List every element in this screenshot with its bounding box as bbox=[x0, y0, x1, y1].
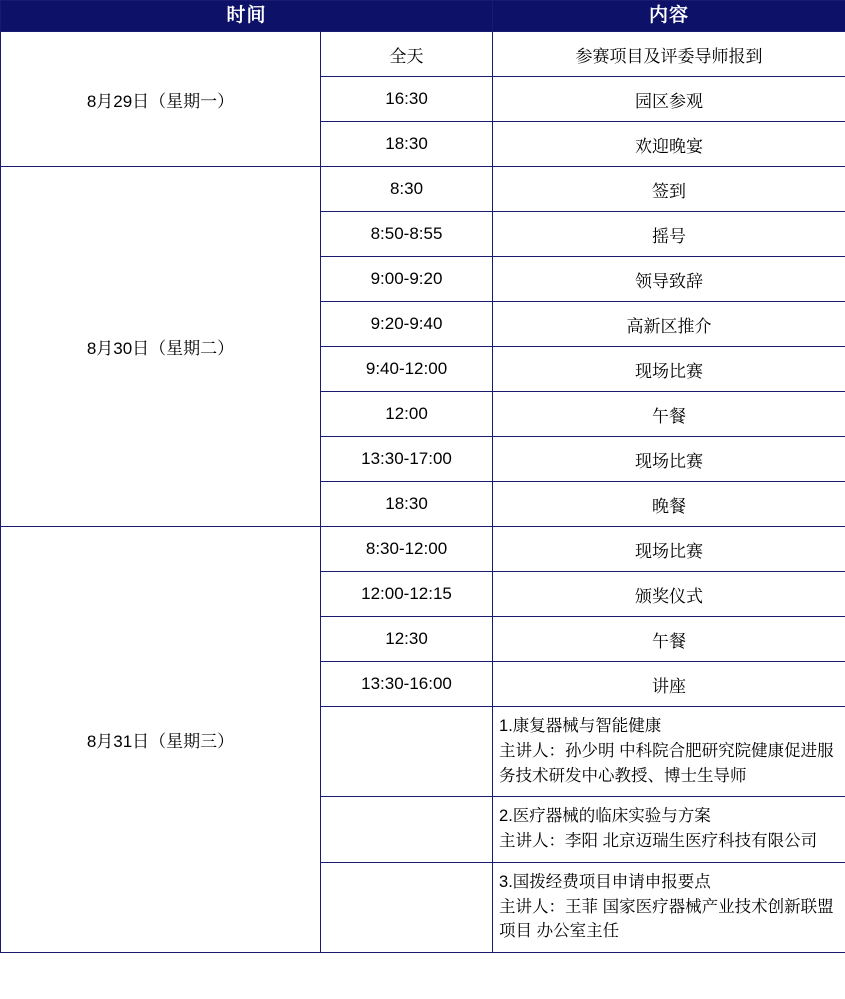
content-cell: 讲座 bbox=[493, 662, 845, 707]
time-cell bbox=[321, 862, 493, 952]
time-cell: 13:30-17:00 bbox=[321, 437, 493, 482]
table-header bbox=[1, 1, 845, 32]
time-cell: 9:40-12:00 bbox=[321, 347, 493, 392]
day-label-cell: 8月30日（星期二） bbox=[1, 167, 321, 527]
time-cell: 12:30 bbox=[321, 617, 493, 662]
time-cell: 9:00-9:20 bbox=[321, 257, 493, 302]
time-cell: 8:30-12:00 bbox=[321, 527, 493, 572]
content-cell: 参赛项目及评委导师报到 bbox=[493, 32, 845, 77]
time-cell: 8:50-8:55 bbox=[321, 212, 493, 257]
content-line: 1.康复器械与智能健康 bbox=[499, 717, 662, 735]
content-line: 主讲人：孙少明 中科院合肥研究院健康促进服务技术研发中心教授、博士生导师 bbox=[499, 741, 834, 785]
time-cell: 12:00-12:15 bbox=[321, 572, 493, 617]
header-time: 时间 bbox=[1, 1, 493, 32]
content-cell: 园区参观 bbox=[493, 77, 845, 122]
time-cell: 8:30 bbox=[321, 167, 493, 212]
content-cell: 午餐 bbox=[493, 392, 845, 437]
time-cell: 18:30 bbox=[321, 482, 493, 527]
content-cell bbox=[493, 862, 845, 952]
time-cell: 9:20-9:40 bbox=[321, 302, 493, 347]
content-cell: 摇号 bbox=[493, 212, 845, 257]
content-cell bbox=[493, 797, 845, 863]
content-cell: 颁奖仪式 bbox=[493, 572, 845, 617]
time-cell: 16:30 bbox=[321, 77, 493, 122]
table-row bbox=[1, 527, 845, 572]
day-label-cell: 8月29日（星期一） bbox=[1, 32, 321, 167]
table-row bbox=[1, 167, 845, 212]
content-cell: 现场比赛 bbox=[493, 527, 845, 572]
time-cell: 18:30 bbox=[321, 122, 493, 167]
content-line: 3.国拨经费项目申请申报要点 bbox=[499, 872, 711, 891]
content-cell: 晚餐 bbox=[493, 482, 845, 527]
content-cell: 高新区推介 bbox=[493, 302, 845, 347]
content-cell: 午餐 bbox=[493, 617, 845, 662]
header-content: 内容 bbox=[493, 1, 845, 32]
content-line: 主讲人：李阳 北京迈瑞生医疗科技有限公司 bbox=[499, 832, 818, 850]
table-row bbox=[1, 32, 845, 77]
content-line: 主讲人：王菲 国家医疗器械产业技术创新联盟项目 办公室主任 bbox=[499, 897, 834, 941]
content-cell: 现场比赛 bbox=[493, 347, 845, 392]
content-cell: 签到 bbox=[493, 167, 845, 212]
content-cell: 欢迎晚宴 bbox=[493, 122, 845, 167]
content-cell: 领导致辞 bbox=[493, 257, 845, 302]
content-line: 2.医疗器械的临床实验与方案 bbox=[499, 807, 711, 826]
time-cell bbox=[321, 707, 493, 797]
table-body bbox=[1, 32, 845, 953]
time-cell: 全天 bbox=[321, 32, 493, 77]
day-label-cell: 8月31日（星期三） bbox=[1, 527, 321, 953]
content-cell bbox=[493, 707, 845, 797]
time-cell: 12:00 bbox=[321, 392, 493, 437]
table-header-row bbox=[1, 1, 845, 32]
time-cell: 13:30-16:00 bbox=[321, 662, 493, 707]
time-cell bbox=[321, 797, 493, 863]
content-cell: 现场比赛 bbox=[493, 437, 845, 482]
